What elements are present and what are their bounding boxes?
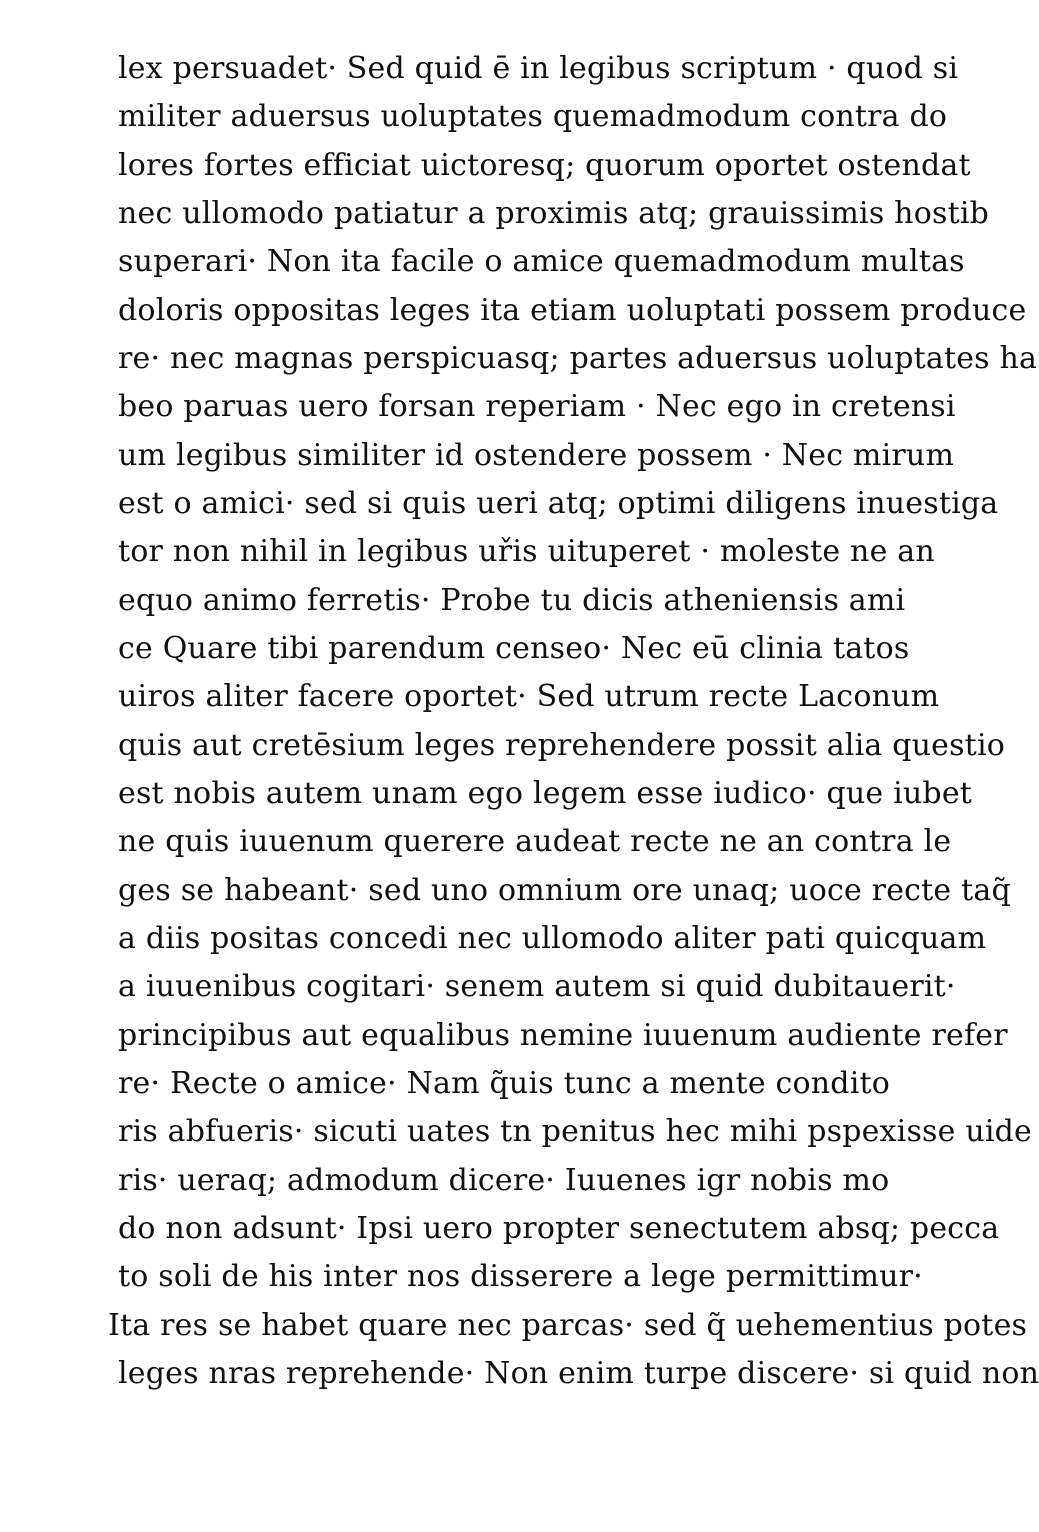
manuscript-line: leges nras reprehende· Non enim turpe discere· si quid non [118,1356,1039,1391]
manuscript-line: ris· ueraq; admodum dicere· Iuuenes igr nobis mo [118,1163,890,1198]
manuscript-line: est o amici· sed si quis ueri atq; optimi diligens inuestiga [118,486,999,521]
manuscript-line: doloris oppositas leges ita etiam uoluptati possem produce [118,293,1027,328]
manuscript-line: ris abfueris· sicuti uates tn penitus hec mihi pspexisse uide [118,1114,1033,1149]
manuscript-line: ne quis iuuenum querere audeat recte ne an contra le [118,824,952,859]
manuscript-line: re· nec magnas perspicuasq; partes aduersus uoluptates ha [118,341,1038,376]
manuscript-line: to soli de his inter nos disserere a lege permittimur· [118,1259,923,1294]
manuscript-line: lores fortes efficiat uictoresq; quorum oportet ostendat [118,148,971,183]
manuscript-line: tor non nihil in legibus uřis uituperet · moleste ne an [118,534,935,569]
manuscript-line: nec ullomodo patiatur a proximis atq; grauissimis hostib [118,196,990,231]
manuscript-line: beo paruas uero forsan reperiam · Nec ego in cretensi [118,389,956,424]
manuscript-line: quis aut cretēsium leges reprehendere possit alia questio [118,728,1005,763]
manuscript-line: a iuuenibus cogitari· senem autem si quid dubitauerit· [118,969,956,1004]
manuscript-line: a diis positas concedi nec ullomodo aliter pati quicquam [118,921,987,956]
manuscript-line: est nobis autem unam ego legem esse iudico· que iubet [118,776,973,811]
manuscript-line: ce Quare tibi parendum censeo· Nec eū clinia tatos [118,631,910,666]
manuscript-line: superari· Non ita facile o amice quemadmodum multas [118,244,965,279]
manuscript-line: ges se habeant· sed uno omnium ore unaq; uoce recte taq̃ [118,873,1011,908]
manuscript-line: do non adsunt· Ipsi uero propter senectutem absq; pecca [118,1211,1000,1246]
manuscript-line: equo animo ferretis· Probe tu dicis atheniensis ami [118,583,906,618]
manuscript-line: um legibus similiter id ostendere possem · Nec mirum [118,438,955,473]
manuscript-line: militer aduersus uoluptates quemadmodum contra do [118,99,948,134]
manuscript-line: lex persuadet· Sed quid ē in legibus scriptum · quod si [118,51,959,86]
manuscript-line: re· Recte o amice· Nam q̃uis tunc a mente condito [118,1066,891,1101]
manuscript-line: principibus aut equalibus nemine iuuenum audiente refer [118,1018,1008,1053]
manuscript-line: uiros aliter facere oportet· Sed utrum recte Laconum [118,679,940,714]
manuscript-line: Ita res se habet quare nec parcas· sed q̃ uehementius potes [108,1308,1028,1343]
